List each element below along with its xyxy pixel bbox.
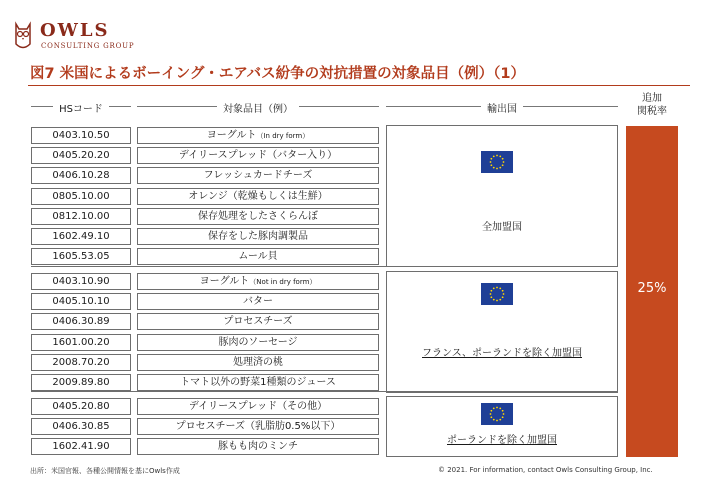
column-header-hs	[31, 100, 131, 115]
item-name: オレンジ（乾燥もしくは生鮮）	[188, 190, 328, 202]
exporter-box	[386, 125, 618, 267]
item-cell	[137, 147, 379, 164]
hs-code-cell: 1602.41.90	[31, 438, 131, 455]
item-name: デイリースプレッド（その他）	[188, 401, 328, 412]
column-header-duty	[626, 92, 678, 118]
column-header-duty-line1: 追加	[642, 93, 662, 104]
hs-code-cell: 0403.10.50	[31, 127, 131, 144]
item-name: 保存処理をしたさくらんぼ	[198, 210, 318, 222]
column-header-exporter	[386, 100, 618, 115]
column-header-item	[137, 100, 379, 115]
eu-flag-icon	[481, 283, 513, 305]
hs-code-cell: 2008.70.20	[31, 354, 131, 371]
logo-text: OWLS	[40, 20, 110, 41]
hs-code-cell: 1601.00.20	[31, 334, 131, 351]
eu-flag-icon	[481, 151, 513, 173]
item-cell	[137, 354, 379, 371]
hs-code-cell: 0405.20.20	[31, 147, 131, 164]
exporter-label: ポーランドを除く加盟国	[447, 435, 557, 446]
item-name: バター	[243, 296, 273, 308]
item-cell	[137, 293, 379, 310]
hs-code-cell: 0403.10.90	[31, 273, 131, 290]
item-name: トマト以外の野菜1種類のジュース	[180, 377, 336, 388]
item-name: 豚肉のソーセージ	[218, 336, 298, 348]
exporter-box	[386, 271, 618, 393]
hs-code-cell: 0406.30.85	[31, 418, 131, 435]
item-cell	[137, 273, 379, 290]
item-name: デイリースプレッド（バター入り）	[178, 150, 338, 162]
hs-code-cell: 0812.10.00	[31, 208, 131, 225]
copyright-note: © 2021. For information, contact Owls Consulting Group, Inc.	[438, 466, 653, 474]
hs-code-cell: 2009.89.80	[31, 374, 131, 391]
hs-code-cell: 0405.20.80	[31, 398, 131, 415]
item-name: ヨーグルト	[199, 276, 250, 287]
item-cell	[137, 334, 379, 351]
hs-code-cell: 0406.30.89	[31, 313, 131, 330]
duty-rate-value: 25%	[637, 281, 667, 296]
item-name: プロセスチーズ	[223, 316, 293, 328]
item-name: ヨーグルト	[206, 130, 257, 141]
exporter-box	[386, 396, 618, 457]
hs-code-cell: 0805.10.00	[31, 188, 131, 205]
eu-flag-icon	[481, 403, 513, 425]
logo-subtitle: CONSULTING GROUP	[41, 42, 135, 50]
item-name: プロセスチーズ（乳脂肪0.5%以下）	[175, 421, 341, 433]
item-name: 保存をした豚肉調製品	[208, 231, 308, 242]
item-name: 豚もも肉のミンチ	[218, 441, 298, 453]
hs-code-cell: 0405.10.10	[31, 293, 131, 310]
page-title: 図7 米国によるボーイング・エアバス紛争の対抗措置の対象品目（例）（1）	[30, 66, 526, 82]
item-cell	[137, 127, 379, 144]
item-name: フレッシュカードチーズ	[203, 170, 313, 182]
item-cell	[137, 313, 379, 330]
group-separator	[31, 391, 618, 392]
exporter-label: 全加盟国	[482, 222, 522, 233]
hs-code-cell: 0406.10.28	[31, 167, 131, 184]
hs-code-cell: 1602.49.10	[31, 228, 131, 245]
item-cell	[137, 374, 379, 391]
title-divider	[28, 85, 690, 86]
column-header-hs-label: HSコード	[53, 104, 109, 115]
column-header-item-label: 対象品目（例）	[217, 104, 299, 115]
item-name: ムール貝	[238, 251, 278, 263]
group-separator	[31, 266, 618, 267]
item-cell	[137, 208, 379, 225]
owl-logo-icon	[10, 20, 36, 52]
item-cell	[137, 248, 379, 265]
item-cell	[137, 398, 379, 415]
item-cell	[137, 167, 379, 184]
source-note: 出所：米国官報、各種公開情報を基にOwls作成	[30, 467, 180, 475]
column-header-exporter-label: 輸出国	[481, 104, 523, 115]
item-name: 処理済の桃	[233, 356, 283, 368]
item-cell	[137, 438, 379, 455]
item-cell	[137, 418, 379, 435]
item-note: （Not in dry form）	[249, 278, 317, 286]
item-cell	[137, 228, 379, 245]
column-header-duty-line2: 関税率	[637, 106, 667, 117]
hs-code-cell: 1605.53.05	[31, 248, 131, 265]
exporter-label: フランス、ポーランドを除く加盟国	[422, 348, 582, 359]
item-note: （In dry form）	[256, 132, 310, 140]
item-cell	[137, 188, 379, 205]
